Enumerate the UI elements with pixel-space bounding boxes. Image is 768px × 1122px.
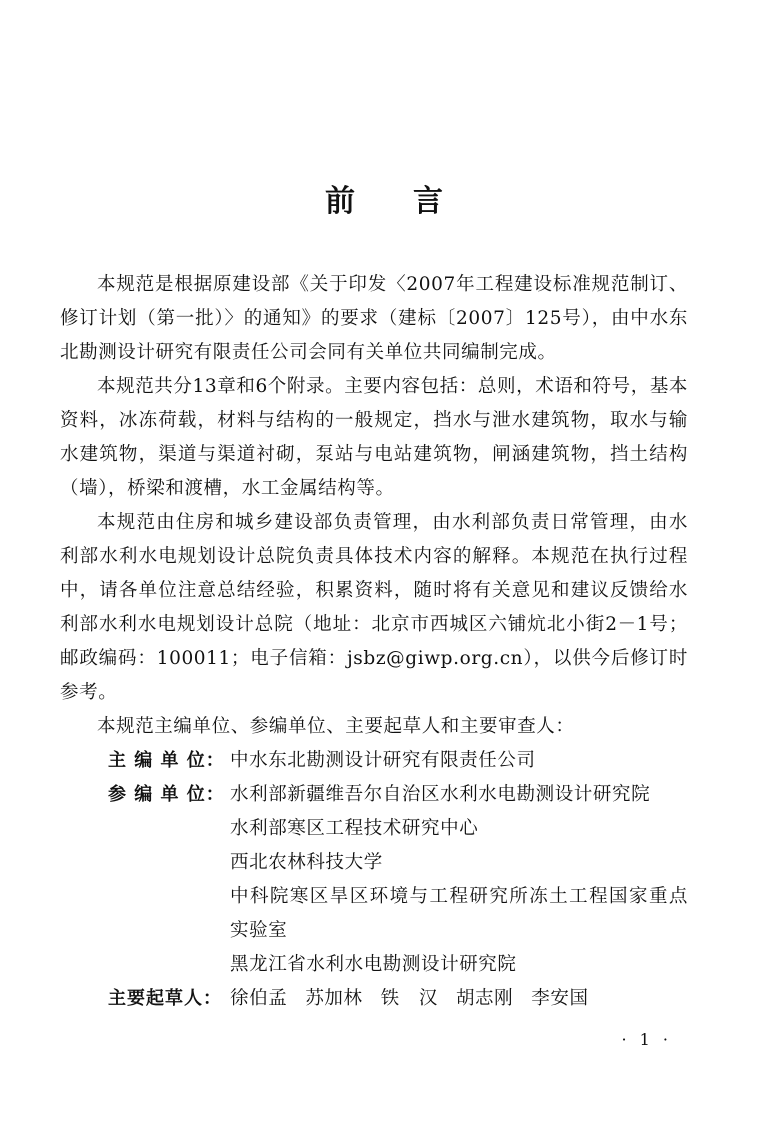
- participating-unit: 西北农林科技大学: [230, 852, 383, 873]
- chief-unit-value: 中水东北勘测设计研究有限责任公司: [230, 750, 536, 771]
- chief-unit-row: [108, 744, 688, 778]
- drafter-name: 苏加林: [305, 988, 363, 1009]
- drafters-label: 主要起草人：: [108, 988, 222, 1009]
- drafter-name: 胡志刚: [455, 988, 514, 1009]
- chief-unit-label: 主 编 单 位：: [108, 750, 225, 771]
- drafters-row: [108, 982, 688, 1016]
- participating-units-label: 参 编 单 位：: [108, 784, 225, 805]
- drafter-name: 李安国: [531, 988, 589, 1009]
- participating-units-row: [108, 778, 688, 982]
- drafter-name: 铁 汉: [380, 988, 438, 1009]
- title-char-1: 前: [325, 184, 355, 219]
- document-body: [60, 268, 688, 1016]
- participating-unit: 黑龙江省水利水电勘测设计研究院: [230, 954, 517, 975]
- paragraph-contents: 本规范共分13章和6个附录。主要内容包括：总则，术语和符号，基本资料，冰冻荷载，材料与结构的一般规定，挡水与泄水建筑物，取水与输水建筑物，渠道与渠道衬砌，泵站与电站建筑物，闸涵建筑物，挡土结构（墙），桥梁和渡槽，水工金属结构等。: [60, 376, 689, 499]
- participating-unit: 中科院寒区旱区环境与工程研究所冻土工程国家重点实验室: [230, 886, 688, 941]
- page-number: · 1 ·: [621, 1030, 672, 1049]
- page-title: [0, 176, 768, 220]
- participating-unit: 水利部新疆维吾尔自治区水利水电勘测设计研究院: [230, 784, 651, 805]
- paragraph-basis: 本规范是根据原建设部《关于印发〈2007年工程建设标准规范制订、修订计划（第一批）〉的通知》的要求（建标〔2007〕125号），由中水东北勘测设计研究有限责任公司会同有关单位共同编制完成。: [60, 274, 688, 363]
- title-char-2: 言: [413, 184, 443, 219]
- paragraph-units-intro: 本规范主编单位、参编单位、主要起草人和主要审查人：: [97, 716, 575, 737]
- paragraph-management: 本规范由住房和城乡建设部负责管理，由水利部负责日常管理，由水利部水利水电规划设计总院负责具体技术内容的解释。本规范在执行过程中，请各单位注意总结经验，积累资料，随时将有关意见和建议反馈给水利部水利水电规划设计总院（地址：北京市西城区六铺炕北小街2－1号；邮政编码：100011；电子信箱：jsbz@giwp.org.cn），以供今后修订时参考。: [60, 512, 688, 703]
- participating-unit: 水利部寒区工程技术研究中心: [230, 818, 479, 839]
- drafter-name: 徐伯孟: [230, 988, 288, 1009]
